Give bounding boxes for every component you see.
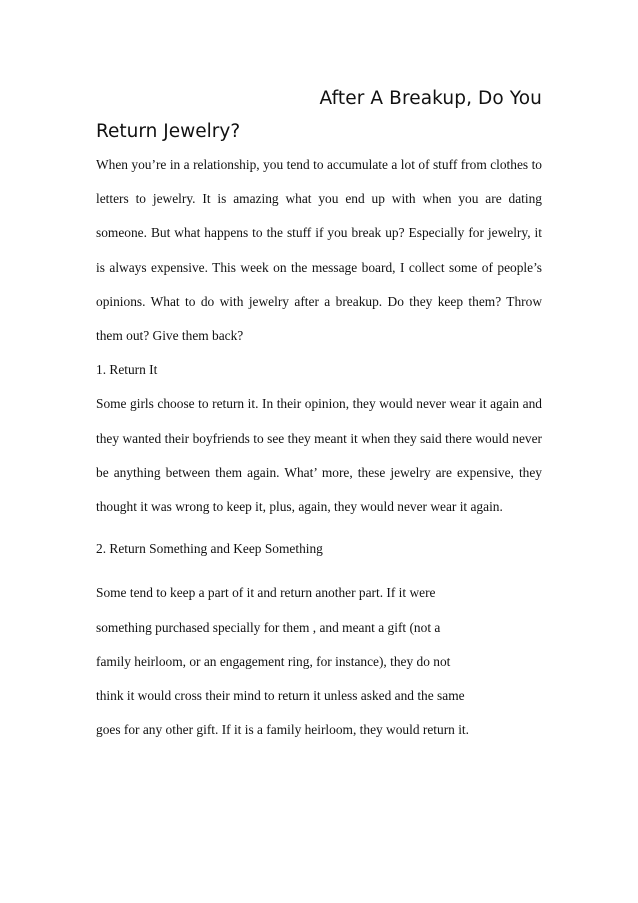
- section-2-line: something purchased specially for them , and meant a gift (not a: [96, 619, 441, 635]
- document-title-line-1: After A Breakup, Do You: [319, 88, 542, 109]
- section-2-line: Some tend to keep a part of it and return another part. If it were: [96, 585, 436, 601]
- document-page: [96, 86, 542, 747]
- section-2-line: family heirloom, or an engagement ring, for instance), they do not: [96, 653, 451, 669]
- section-2-paragraph: [96, 576, 542, 747]
- section-2-line: goes for any other gift. If it is a family heirloom, they would return it.: [96, 722, 469, 738]
- document-title-line-2: Return Jewelry?: [96, 121, 241, 142]
- section-1-heading: 1. Return It: [96, 362, 158, 378]
- section-2-heading: 2. Return Something and Keep Something: [96, 541, 323, 557]
- section-1-paragraph: Some girls choose to return it. In their opinion, they would never wear it again and they wanted their boyfriends to see they meant it when they said there would never be anything between them again. What’ more, these jewelry are expensive, they thought it was wrong to keep it, plus, again, they would never wear it again.: [96, 396, 542, 515]
- section-2-line: think it would cross their mind to return it unless asked and the same: [96, 688, 465, 704]
- intro-paragraph: When you’re in a relationship, you tend to accumulate a lot of stuff from clothes to letters to jewelry. It is amazing what you end up with when you are dating someone. But what happens to the stuff if you break up? Especially for jewelry, it is always expensive. This week on the message board, I collect some of people’s opinions. What to do with jewelry after a breakup. Do they keep them? Throw them out? Give them back?: [96, 157, 542, 344]
